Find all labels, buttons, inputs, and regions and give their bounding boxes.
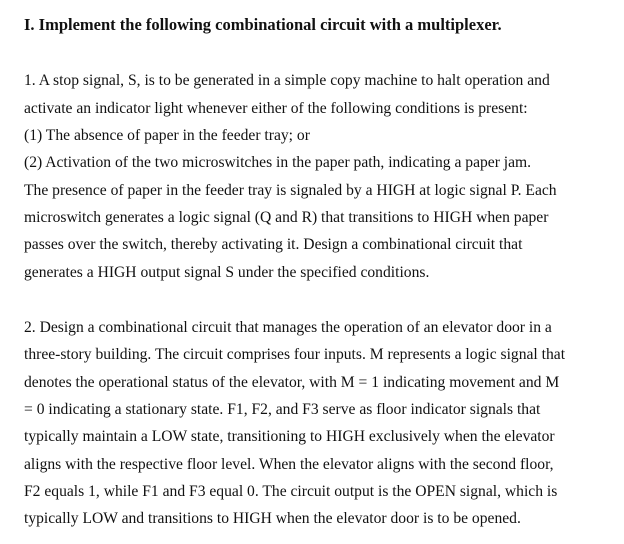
problem-1-line: microswitch generates a logic signal (Q and R) that transitions to HIGH when paper (24, 209, 549, 226)
section-heading: I. Implement the following combinational circuit with a multiplexer. (24, 15, 502, 34)
problem-2-line: F2 equals 1, while F1 and F3 equal 0. The circuit output is the OPEN signal, which is (24, 483, 558, 500)
problem-2-line: = 0 indicating a stationary state. F1, F2, and F3 serve as floor indicator signals that (24, 401, 541, 418)
problem-1-line: 1. A stop signal, S, is to be generated in a simple copy machine to halt operation and (24, 72, 550, 89)
problem-2-line: typically maintain a LOW state, transitioning to HIGH exclusively when the elevator (24, 428, 555, 445)
problem-1-line: passes over the switch, thereby activating it. Design a combinational circuit that (24, 236, 523, 253)
problem-2-line: typically LOW and transitions to HIGH when the elevator door is to be opened. (24, 510, 521, 527)
problem-1-line: (1) The absence of paper in the feeder tray; or (24, 127, 310, 144)
problem-1-line: (2) Activation of the two microswitches in the paper path, indicating a paper jam. (24, 154, 532, 171)
problem-1-line: The presence of paper in the feeder tray is signaled by a HIGH at logic signal P. Each (24, 182, 557, 199)
problem-1-line: generates a HIGH output signal S under the specified conditions. (24, 264, 430, 281)
problem-1-line: activate an indicator light whenever either of the following conditions is present: (24, 100, 528, 117)
problem-2-line: denotes the operational status of the elevator, with M = 1 indicating movement and M (24, 374, 560, 391)
problem-2-line: three-story building. The circuit comprises four inputs. M represents a logic signal that (24, 346, 566, 363)
problem-2-line: aligns with the respective floor level. When the elevator aligns with the second floor, (24, 456, 554, 473)
problem-2-line: 2. Design a combinational circuit that manages the operation of an elevator door in a (24, 319, 552, 336)
